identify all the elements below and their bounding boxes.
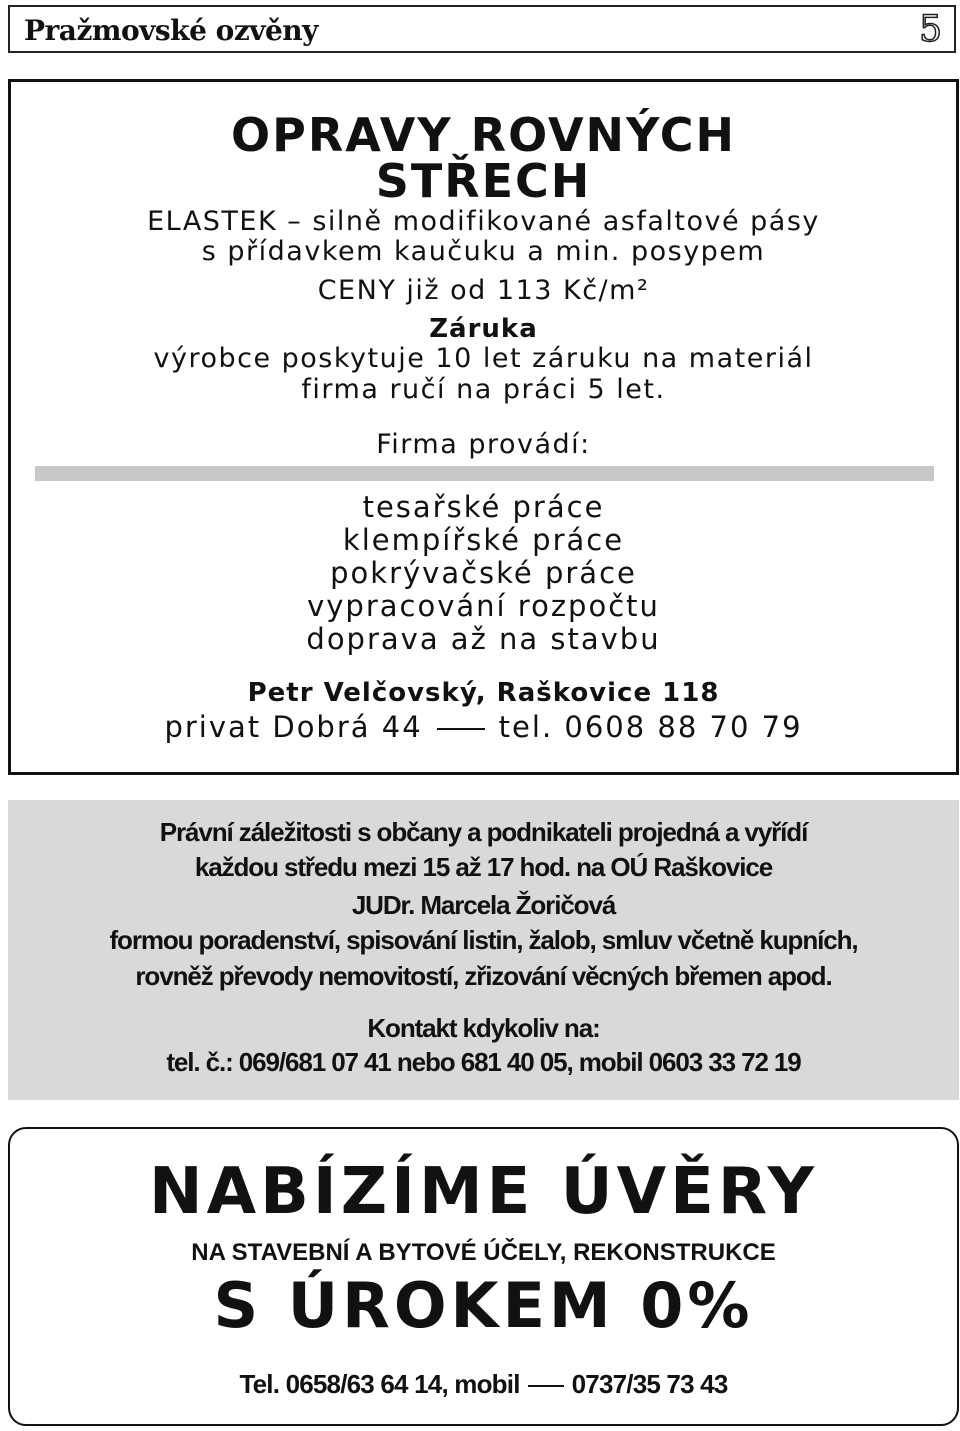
ad-roofing-headline-1: OPRAVY ROVNÝCH [231, 108, 736, 162]
ad-loans-subline: NA STAVEBNÍ A BYTOVÉ ÚČELY, REKONSTRUKCE [191, 1239, 776, 1266]
ad-legal-line-5: rovněž převody nemovitostí, zřizování věcných břemen apod. [135, 961, 832, 991]
ad-legal-contact-tel: tel. č.: 069/681 07 41 nebo 681 40 05, mobil 0603 33 72 19 [166, 1047, 801, 1077]
ad-roofing-price: CENY již od 113 Kč/m² [317, 275, 650, 306]
ad-roofing-warranty-1: výrobce poskytuje 10 let záruku na materiál [153, 343, 814, 374]
service-item: pokrývačské práce [330, 556, 637, 590]
dash-separator [437, 728, 485, 730]
ad-legal-line-3: JUDr. Marcela Žoričová [351, 890, 616, 920]
ad-loans-rate: S ÚROKEM 0% [213, 1269, 754, 1342]
ad-loans-mobile: 0737/35 73 43 [571, 1369, 728, 1399]
ad-roofing-services-title: Firma provádí: [376, 429, 591, 460]
ad-legal-contact-title: Kontakt kdykoliv na: [367, 1013, 600, 1043]
page-number: 5 [919, 9, 942, 50]
divider-bar [35, 466, 934, 481]
dash-separator [528, 1385, 564, 1387]
ad-roofing-contact-tel: tel. 0608 88 70 79 [498, 710, 803, 744]
ad-loans [8, 1127, 959, 1426]
ad-legal-line-2: každou středu mezi 15 až 17 hod. na OÚ Raškovice [194, 852, 773, 882]
ad-roofing-contact-line [11, 710, 956, 744]
ad-roofing-warranty-2: firma ručí na práci 5 let. [301, 374, 666, 405]
ad-roofing-contact-name: Petr Velčovský, Raškovice 118 [247, 678, 720, 708]
ad-loans-headline: NABÍZÍME ÚVĚRY [149, 1155, 818, 1229]
publication-title: Pražmovské ozvěny [24, 14, 318, 47]
page-header [8, 5, 956, 53]
ad-roofing-line-2: s přídavkem kaučuku a min. posypem [201, 236, 766, 267]
service-item: tesařské práce [362, 490, 605, 524]
ad-roofing-warranty-title: Záruka [429, 314, 538, 344]
ad-loans-tel-line [10, 1369, 957, 1400]
ad-roofing-line-1: ELASTEK – silně modifikované asfaltové pásy [147, 206, 820, 237]
ad-loans-tel: Tel. 0658/63 64 14, mobil [239, 1369, 520, 1399]
ad-legal [8, 800, 959, 1100]
service-item: doprava až na stavbu [306, 622, 661, 656]
service-item: klempířské práce [342, 523, 625, 557]
ad-roofing [8, 79, 959, 775]
ad-roofing-contact-private: privat Dobrá 44 [164, 710, 423, 744]
ad-roofing-headline-2: STŘECH [375, 154, 592, 208]
ad-legal-line-1: Právní záležitosti s občany a podnikateli projedná a vyřídí [159, 817, 808, 847]
service-item: vypracování rozpočtu [307, 589, 660, 623]
ad-legal-line-4: formou poradenství, spisování listin, žalob, smluv včetně kupních, [109, 925, 858, 955]
